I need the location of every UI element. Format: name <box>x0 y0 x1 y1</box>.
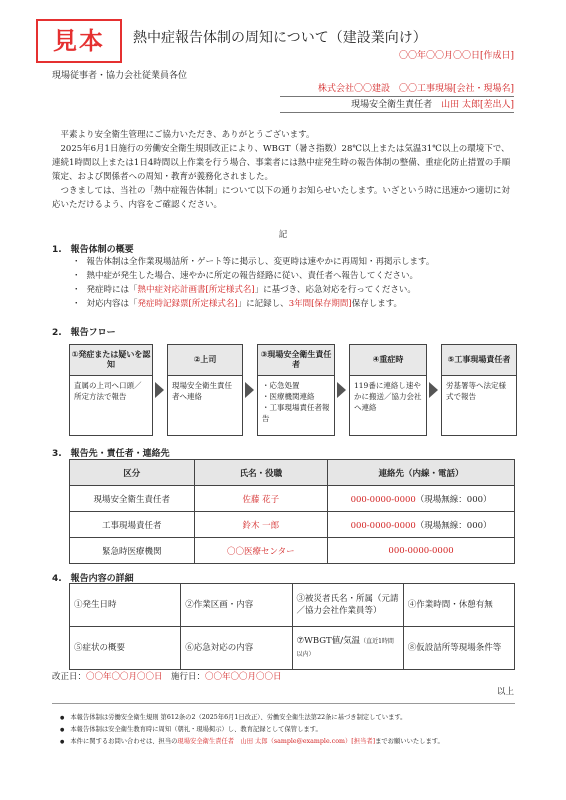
flow-step-3: ③現場安全衛生責任者 ・応急処置 ・医療機関連絡 ・工事現場責任者報告 <box>257 344 335 436</box>
list-item: ・ 発症時には「熱中症対応計画書[所定様式名]」に基づき、応急対応を行ってください。 <box>72 283 434 297</box>
arrow-icon <box>155 382 164 398</box>
header-cell: 連絡先（内線・電話） <box>328 460 515 486</box>
table-row: ①発生日時 ②作業区画・内容 ③被災者氏名・所属（元請／協力会社作業員等） ④作業時間・休憩有無 <box>70 584 515 627</box>
header-cell: 氏名・役職 <box>194 460 328 486</box>
issuer-company: 株式会社〇〇建設 〇〇工事現場[会社・現場名] <box>280 81 514 97</box>
flow-step-4: ④重症時 119番に連絡し速やかに搬送／協力会社へ連絡 <box>349 344 427 436</box>
section-4-heading: 4. 報告内容の詳細 <box>52 574 134 584</box>
list-item: ● 本報告体制は労働安全衛生規則 第612条の2（2025年6月1日改正）、労働安全衛生法第22条に基づき制定しています。 <box>60 712 444 724</box>
creation-date: 〇〇年〇〇月〇〇日[作成日] <box>398 51 514 61</box>
list-item: ● 本報告体制は安全衛生教育時に周知（朝礼・現場掲示）し、教育記録として保管します。 <box>60 724 444 736</box>
issuer-person: 現場安全衛生責任者 山田 太郎[差出人] <box>280 97 514 113</box>
arrow-icon <box>429 382 438 398</box>
flow-step-1: ①発症または疑いを認知 直属の上司へ口頭／所定方法で報告 <box>69 344 153 436</box>
table-row: 現場安全衛生責任者 佐藤 花子 000-0000-0000（現場無線：000） <box>70 486 515 512</box>
body-text: 平素より安全衛生管理にご協力いただき、ありがとうございます。 2025年6月1日施行の労働安全衛生規則改正により、WBGT（暑さ指数）28℃以上または気温31℃以上の環境下で、連続1時間以上または1日4時間以上作業を行う場合、事業者には熱中症発生時の報告体制の整備、重症化防止措置の手順策定、および関係者への周知・教育が義務化されました。 つきましては、当社の「熱中症報告体制」について以下の通りお知らせいたします。いざという時に迅速かつ適切に対応いただけるよう、内容をご確認ください。 <box>52 130 511 210</box>
arrow-icon <box>245 382 254 398</box>
header-cell: 区分 <box>70 460 195 486</box>
table-header-row <box>70 460 515 486</box>
revision-dates: 改正日：〇〇年〇〇月〇〇日 施行日：〇〇年〇〇月〇〇日 <box>52 672 282 682</box>
section-2-heading: 2. 報告フロー <box>52 328 116 338</box>
sample-stamp: 見本 <box>36 19 122 63</box>
section-1-heading: 1. 報告体制の概要 <box>52 245 134 255</box>
arrow-icon <box>337 382 346 398</box>
flow-step-2: ②上司 現場安全衛生責任者へ連絡 <box>167 344 243 436</box>
notes-list <box>60 712 444 748</box>
list-item: ・ 熱中症が発生した場合、速やかに所定の報告経路に従い、責任者へ報告してください。 <box>72 269 434 283</box>
table-row: 緊急時医療機関 〇〇医療センター 000-0000-0000 <box>70 538 515 564</box>
table-row: ⑤症状の概要 ⑥応急対応の内容 ⑦WBGT値/気温（直近1時間以内） ⑧仮設詰所等現場条件等 <box>70 627 515 670</box>
table-row: 工事現場責任者 鈴木 一郎 000-0000-0000（現場無線：000） <box>70 512 515 538</box>
list-item: ・ 報告体制は全作業現場詰所・ゲート等に掲示し、変更時は速やかに再周知・再掲示します。 <box>72 255 434 269</box>
section-3-heading: 3. 報告先・責任者・連絡先 <box>52 449 170 459</box>
overview-list <box>72 255 434 311</box>
closing-mark: 以上 <box>496 687 514 697</box>
list-item: ・ 対応内容は「発症時記録票[所定様式名]」に記録し、3年間[保存期間]保存します。 <box>72 297 434 311</box>
details-table <box>69 583 515 670</box>
divider <box>52 703 515 704</box>
report-flow <box>69 344 515 436</box>
contacts-table <box>69 459 515 564</box>
addressee: 現場従事者・協力会社従業員各位 <box>52 71 188 81</box>
document-title: 熱中症報告体制の周知について（建設業向け） <box>133 30 427 46</box>
ki-mark: 記 <box>278 230 288 240</box>
flow-step-5: ⑤工事現場責任者 労基署等へ法定様式で報告 <box>441 344 517 436</box>
list-item: ● 本件に関するお問い合わせは、担当の現場安全衛生責任者 山田 太郎（sample@example.com）[担当者]までお願いいたします。 <box>60 736 444 748</box>
